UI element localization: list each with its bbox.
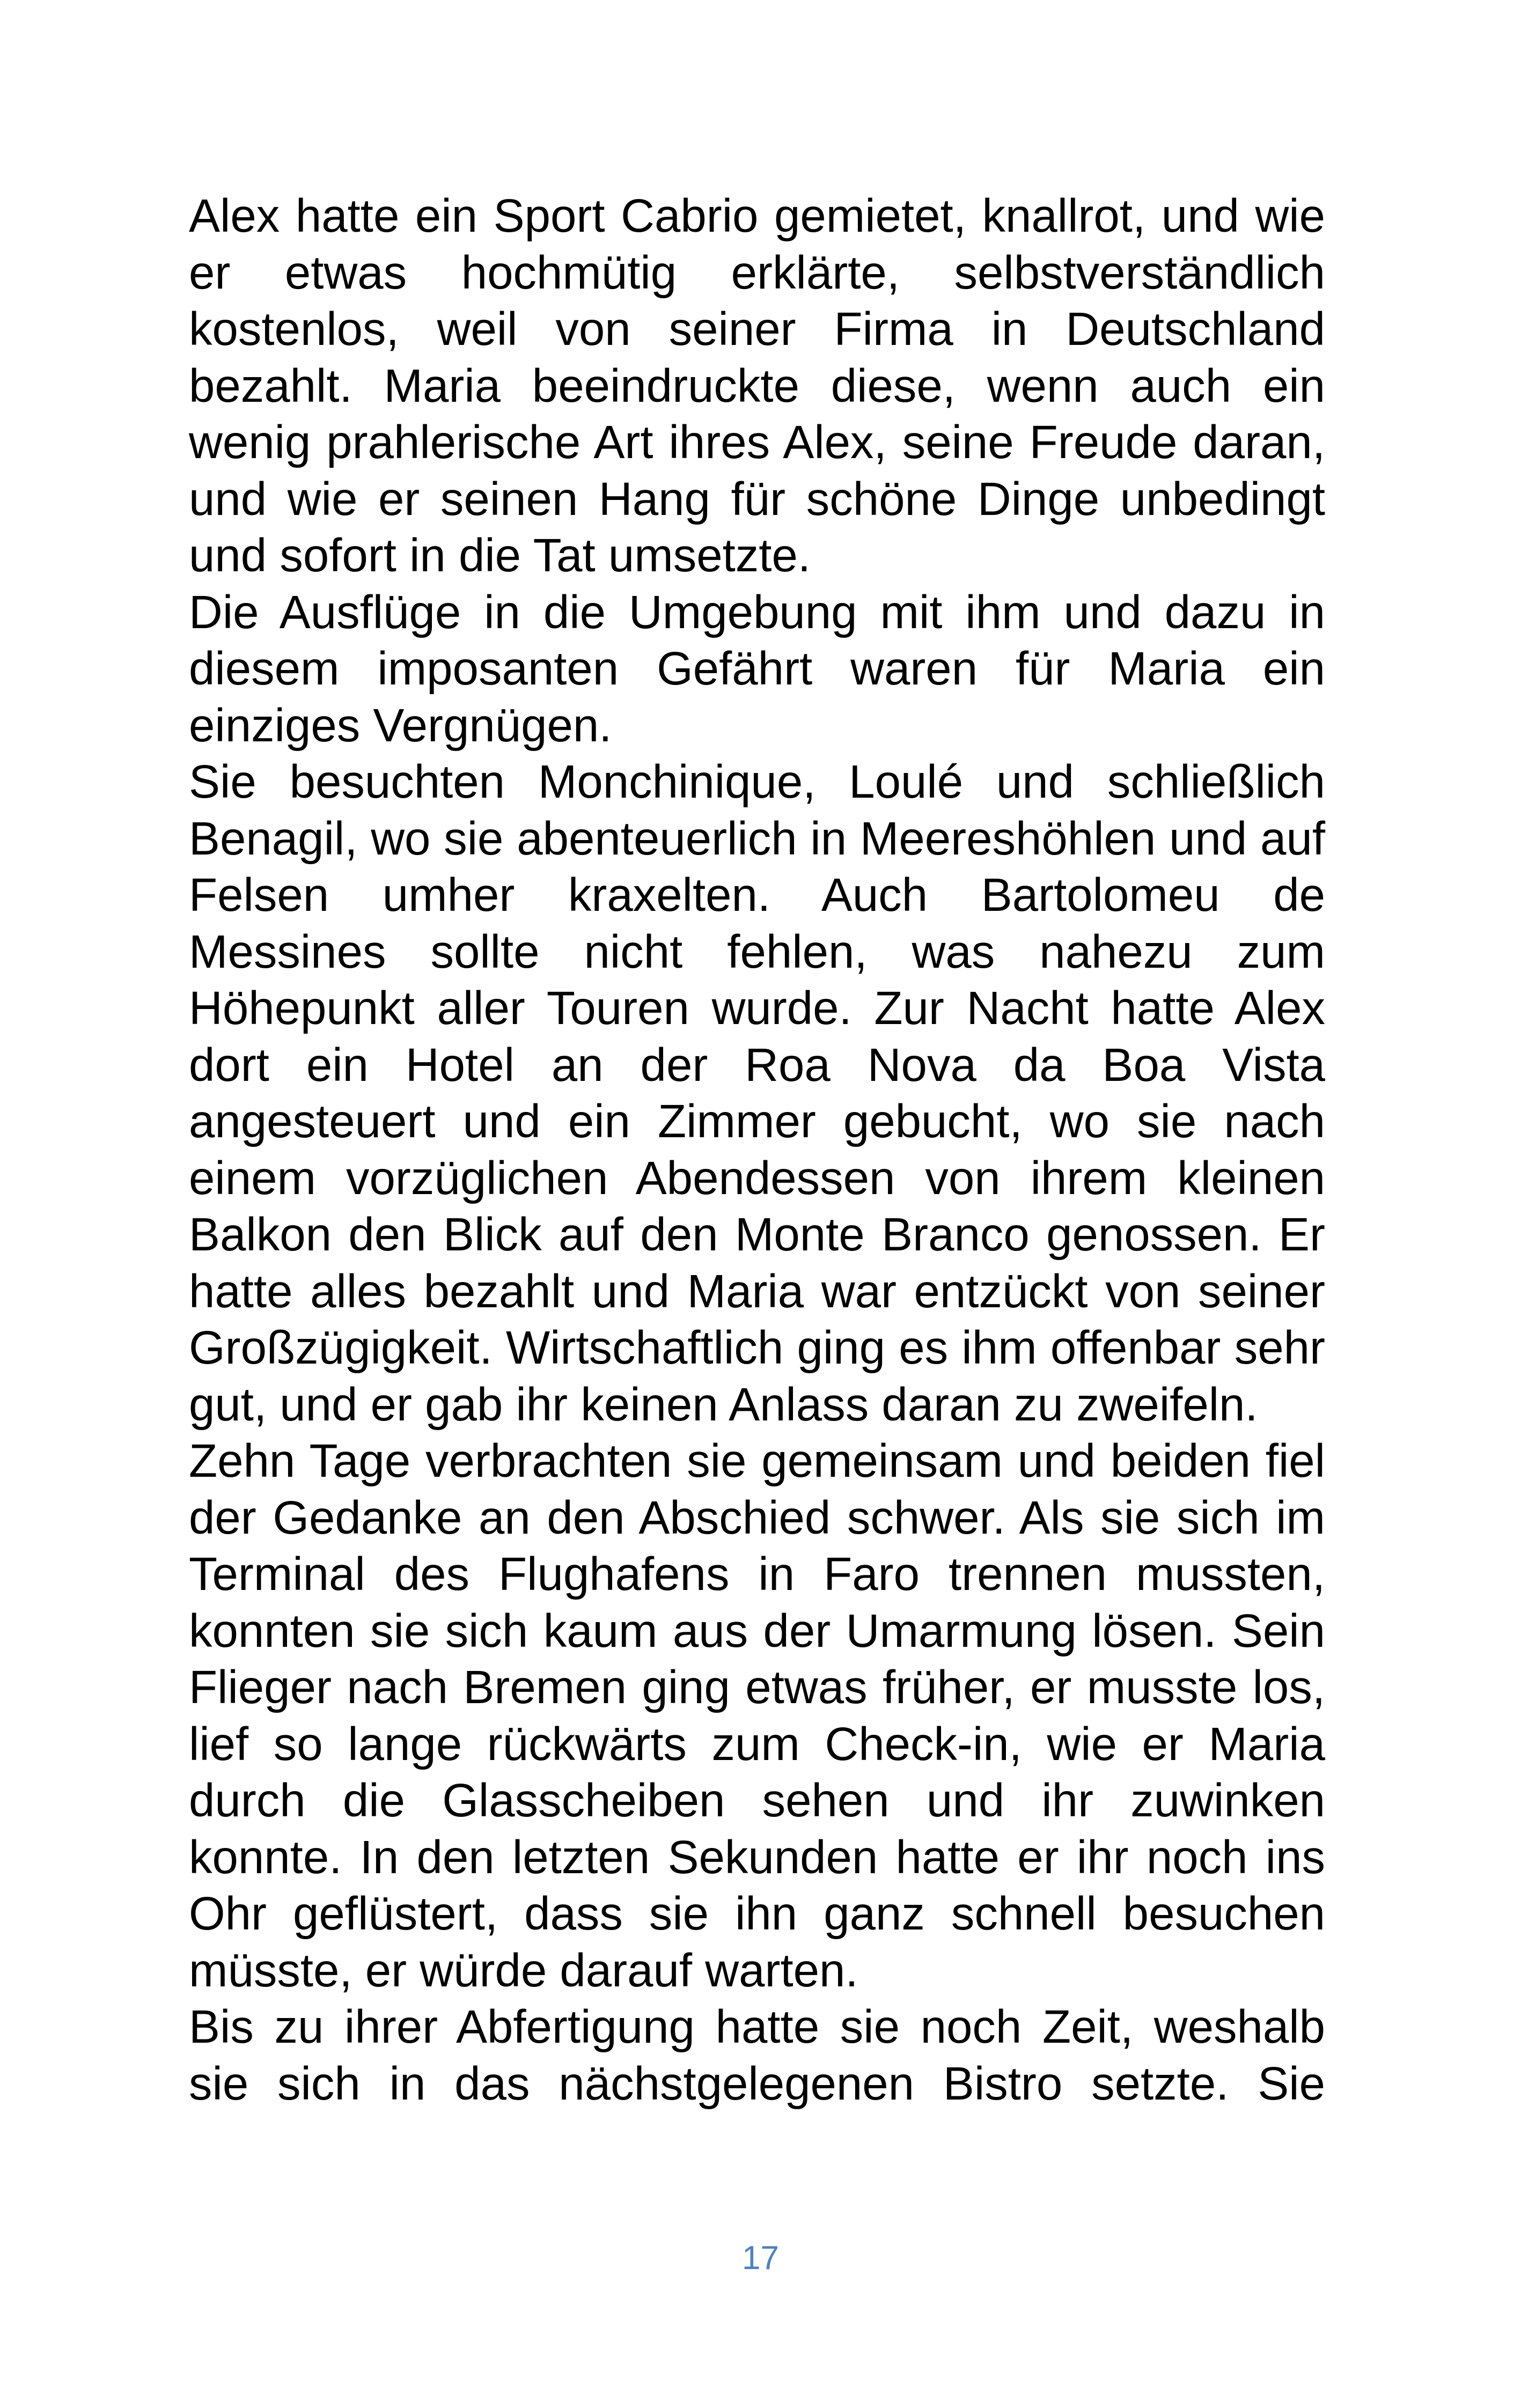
paragraph-3: Sie besuchten Monchinique, Loulé und schließlich Benagil, wo sie abenteuerlich in Meereshöhlen und auf Felsen umher kraxelten. Auch Bartolomeu de Messines sollte nicht fehlen, was nahezu zum Höhepunkt aller Touren wurde. Zur Nacht hatte Alex dort ein Hotel an der Roa Nova da Boa Vista angesteuert und ein Zimmer gebucht, wo sie nach einem vorzüglichen Abendessen von ihrem kleinen Balkon den Blick auf den Monte Branco genossen. Er hatte alles bezahlt und Maria war entzückt von seiner Großzügigkeit. Wirtschaftlich ging es ihm offenbar sehr gut, und er gab ihr keinen Anlass daran zu zweifeln. xyxy=(189,756,1325,1431)
page-number: 17 xyxy=(742,2240,779,2277)
paragraph-4: Zehn Tage verbrachten sie gemeinsam und beiden fiel der Gedanke an den Abschied schwer. Als sie sich im Terminal des Flughafens in Faro trennen mussten, konnten sie sich kaum aus der Umarmung lösen. Sein Flieger nach Bremen ging etwas früher, er musste los, lief so lange rückwärts zum Check-in, wie er Maria durch die Glasscheiben sehen und ihr zuwinken konnte. In den letzten Sekunden hatte er ihr noch ins Ohr geflüstert, dass sie ihn ganz schnell besuchen müsste, er würde darauf warten. xyxy=(189,1435,1325,1997)
paragraph-2: Die Ausflüge in die Umgebung mit ihm und dazu in diesem imposanten Gefährt waren für Maria ein einziges Vergnügen. xyxy=(189,586,1325,752)
body-text xyxy=(189,188,1325,2112)
paragraph-1: Alex hatte ein Sport Cabrio gemietet, knallrot, und wie er etwas hochmütig erklärte, selbstverständlich kostenlos, weil von seiner Firma in Deutschland bezahlt. Maria beeindruckte diese, wenn auch ein wenig prahlerische Art ihres Alex, seine Freude daran, und wie er seinen Hang für schöne Dinge unbedingt und sofort in die Tat umsetzte. xyxy=(189,190,1325,581)
paragraph-5: Bis zu ihrer Abfertigung hatte sie noch Zeit, weshalb sie sich in das nächstgelegenen Bistro setzte. Sie xyxy=(189,2001,1325,2110)
